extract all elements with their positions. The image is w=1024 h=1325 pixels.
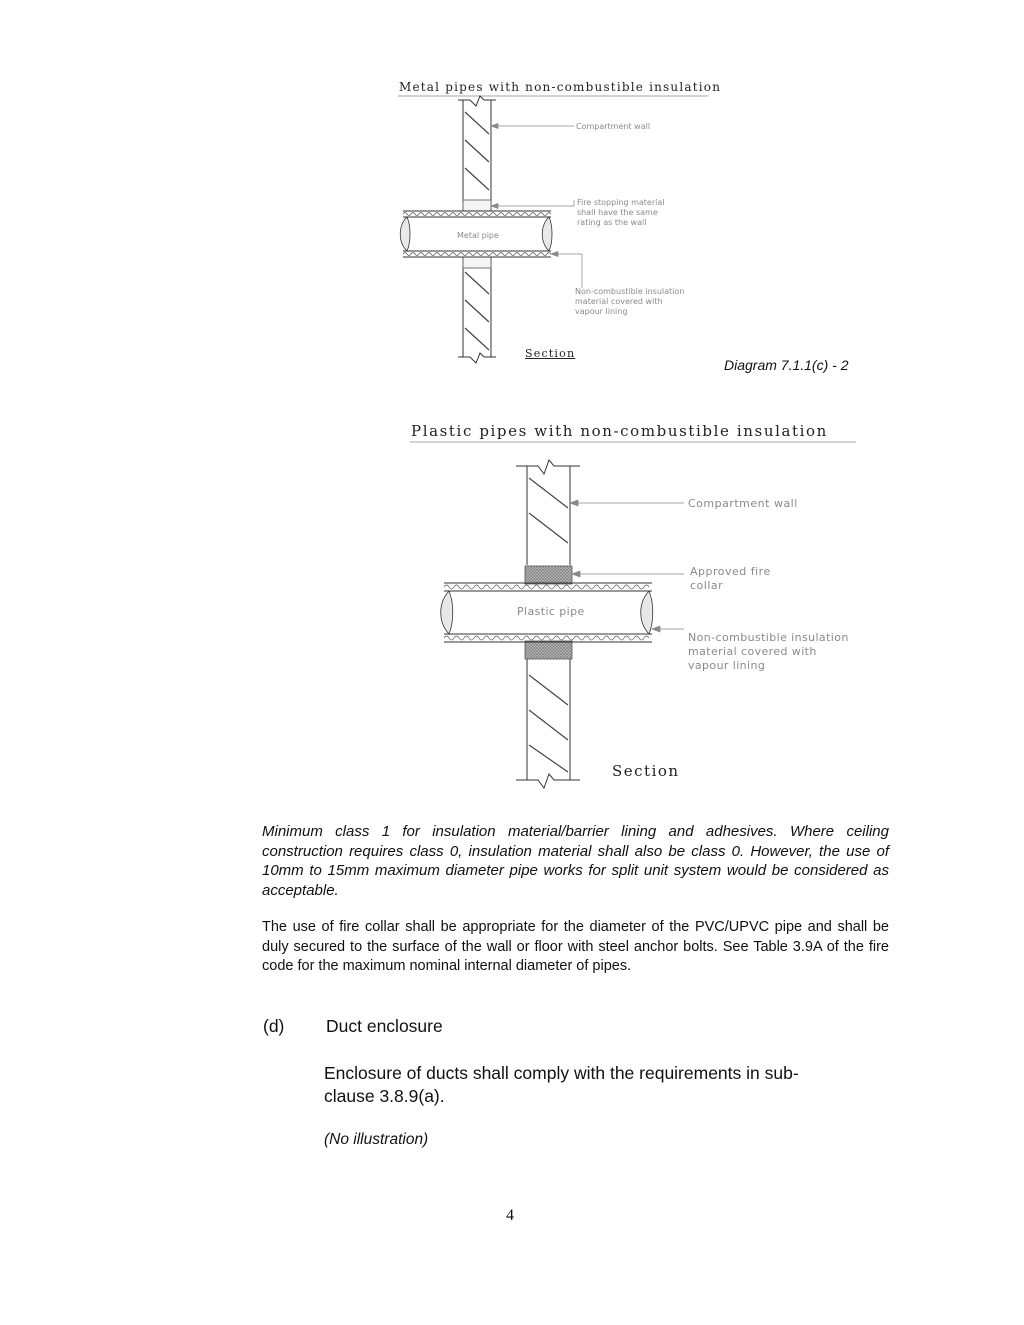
diagram2-drawing bbox=[0, 0, 1, 1]
diagram2-wall-label: Compartment wall bbox=[688, 497, 798, 510]
diagram1-title: Metal pipes with non-combustible insulation bbox=[399, 80, 722, 94]
diagram2-insulation-label: Non-combustible insulation material covered with vapour lining bbox=[688, 631, 849, 672]
diagram2-title: Plastic pipes with non-combustible insulation bbox=[411, 422, 828, 440]
item-d-body: Enclosure of ducts shall comply with the requirements in sub-clause 3.8.9(a). bbox=[324, 1063, 799, 1106]
item-d-heading: Duct enclosure bbox=[326, 1016, 443, 1036]
page-number: 4 bbox=[506, 1207, 514, 1224]
diagram1-pipe-label: Metal pipe bbox=[457, 231, 499, 240]
italic-note: Minimum class 1 for insulation material/barrier lining and adhesives. Where ceiling construction requires class 0, insulation material shall also be class 0. However, the use of 10mm to 15mm maximum diameter pipe works for split unit system would be considered as acceptable. bbox=[262, 823, 889, 899]
diagram1-section-label: Section bbox=[525, 347, 576, 360]
diagram2-section-label: Section bbox=[612, 762, 680, 780]
diagram1-insulation-label: Non-combustible insulation material covered with vapour lining bbox=[575, 287, 685, 316]
diagram1-fire-stopping-label: Fire stopping material shall have the same rating as the wall bbox=[577, 198, 665, 227]
diagram2-pipe-label: Plastic pipe bbox=[517, 605, 585, 618]
diagram1-wall-label: Compartment wall bbox=[576, 122, 651, 131]
no-illustration-note: (No illustration) bbox=[324, 1131, 429, 1148]
fire-collar-paragraph: The use of fire collar shall be appropriate for the diameter of the PVC/UPVC pipe and shall be duly secured to the surface of the wall or floor with steel anchor bolts. See Table 3.9A of the fire code for the maximum nominal internal diameter of pipes. bbox=[262, 919, 889, 974]
diagram1-caption: Diagram 7.1.1(c) - 2 bbox=[724, 357, 849, 373]
diagram2-collar-label: Approved fire collar bbox=[690, 565, 771, 592]
item-d-marker: (d) bbox=[263, 1016, 285, 1036]
